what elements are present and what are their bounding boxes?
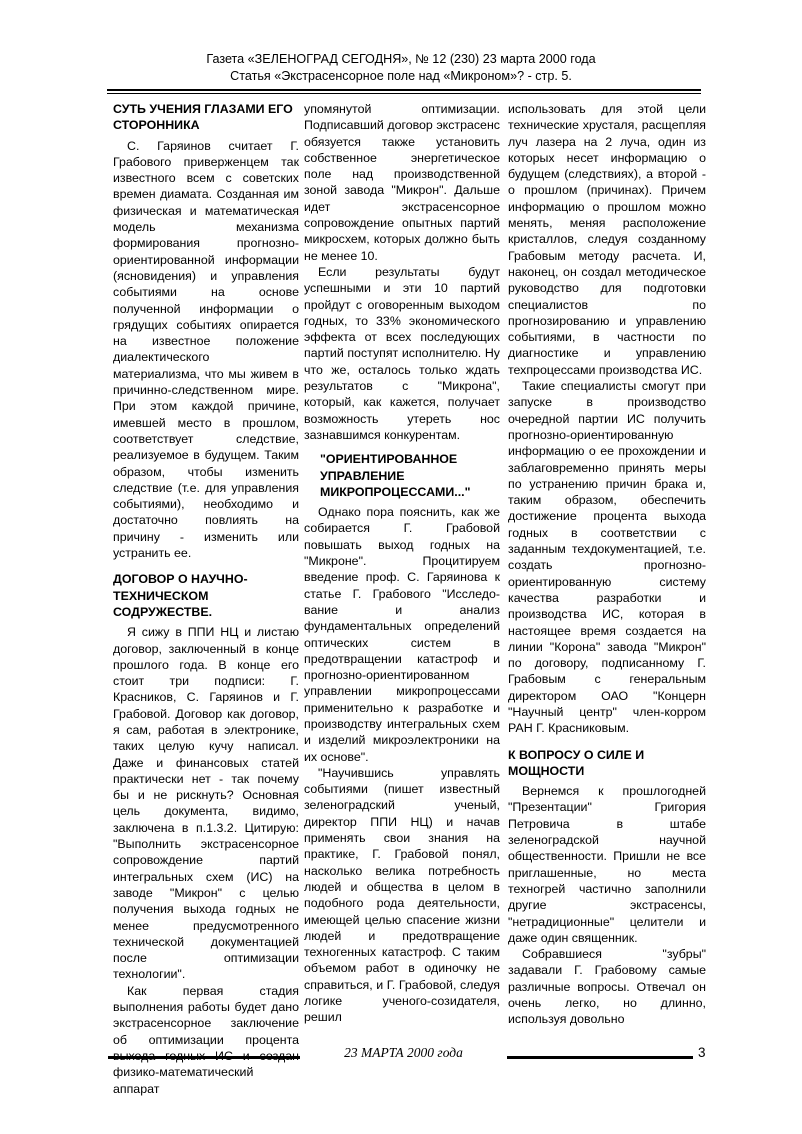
section-heading: К ВОПРОСУ О СИЛЕ И МОЩНОСТИ bbox=[508, 747, 645, 778]
paragraph: Как первая стадия выполнения работы будет дано экстрасенсорное заключение об оптимизации процента выхода годных ИС и создан физико-математический аппарат bbox=[113, 983, 299, 1096]
header-rule-thin bbox=[107, 93, 701, 94]
paragraph: упомянутой оптимизации. Подписавший договор экстрасенс обязуется также установить собственное энергетическое поле над производственной зоной завода "Микрон". Дальше идет экстрасенсорное сопровождение опытных партий микросхем, которых должно быть не менее 10. bbox=[304, 102, 500, 263]
column-3 bbox=[508, 101, 706, 1028]
paragraph: С. Гаряинов считает Г. Грабового приверженцем так известного всем с советских времен диамата. Созданная им физическая и математическая модель механизма формирования прогнозно-ориентированной информации (ясновидения) и управления событиями на основе полученной информации о грядущих событиях опирается на известное положение диалектического материализма, что мы живем в причинно-следственном мире. При этом каждой причине, имевшей место в прошлом, соответствует следствие, реализуемое в будущем. Таким образом, чтобы изменить следствие (т.е. для управления событиями), необходимо и достаточно повлиять на причину - изменить или устранить ее. bbox=[113, 138, 299, 561]
article-title-line: Статья «Экстрасенсорное поле над «Микроном»? - стр. 5. bbox=[230, 68, 572, 83]
paragraph: Однако пора пояснить, как же собирается Г. Грабовой повышать выход годных на "Микроне". Процитируем введение проф. С. Гаряинова к статье Г. Грабового "Исследо-вание и анализ фундаментальных определений оптических систем в предотвращении катастроф и прогнозно-ориентированном управлении микропроцессами применительно к разработке и производству интегральных схем и изделий микроэлектроники на их основе". bbox=[304, 505, 500, 764]
paragraph: "Научившись управлять событиями (пишет известный зеленоградский ученый, директор ППИ НЦ) и начав применять свои знания на практике, Г. Грабовой понял, насколько велика потребность людей и общества в целом в подобного рода деятельности, имеющей целью спасение жизни людей и предотвращение техногенных катастроф. С таким объемом работ в одиночку не справиться, и Г. Грабовой, следуя логике ученого-созидателя, решил bbox=[304, 765, 500, 1025]
paragraph: использовать для этой цели технические хрусталя, расщепляя луч лазера на 2 луча, один из которых несет информацию о будущем (следствиях), а второй - о прошлом (причинах). Причем информацию о прошлом можно менять, меняя расположение кристаллов, следуя созданному Грабовым методу расчета. И, наконец, он создал методическое руководство для подготовки специалистов по прогнозированию и управлению событиями, в частности по диагностике и управлению техпроцессами производства ИС. bbox=[508, 102, 706, 377]
paragraph: Я сижу в ППИ НЦ и листаю договор, заключенный в конце прошлого года. В конце его стоит три подписи: Г. Красников, С. Гаряинов и Г. Грабовой. Договор как договор, я сам, работая в электронике, таких целую кучу написал. Даже и финансовых статей практически нет - так почему бы и не рискнуть? Основная цель документа, видимо, заключена в п.1.3.2. Цитирую: "Выполнить экстрасенсорное сопровождение партий интегральных схем (ИС) на заводе "Микрон" с целью получения выхода годных не менее предусмотренного технической документацией после оптимизации технологии". bbox=[113, 625, 299, 982]
footer-rule-left bbox=[108, 1056, 300, 1059]
paragraph: Такие специалисты смогут при запуске в производство очередной партии ИС получить прогнозно-ориентированную информацию о ее прохождении и заблаговременно принять меры по устранению причин брака и, таким образом, обеспечить достижение процента выхода годных в соответствии с заданным техдокументацией, т.е. создать прогнозно-ориентированную систему качества разработки и производства ИС, которая в настоящее время создается на линии "Корона" завода "Микрон" по договору, подписанному Г. Грабовым с генеральным директором ОАО "Концерн "Научный центр" член-корром РАН Г. Красниковым. bbox=[508, 379, 706, 736]
paragraph: Собравшиеся "зубры" задавали Г. Грабовому самые различные вопросы. Отвечал он очень легко, но длинно, используя довольно bbox=[508, 947, 706, 1027]
section-heading: "ОРИЕНТИРОВАННОЕ УПРАВЛЕНИЕ МИКРОПРОЦЕССАМИ..." bbox=[320, 452, 471, 499]
header-rule bbox=[107, 89, 701, 91]
footer-date: 23 МАРТА 2000 года bbox=[344, 1045, 463, 1060]
column-2 bbox=[304, 101, 500, 1026]
section-heading: СУТЬ УЧЕНИЯ ГЛАЗАМИ ЕГО СТОРОННИКА bbox=[113, 102, 293, 133]
page-header bbox=[0, 51, 802, 84]
paragraph: Вернемся к прошлогодней "Презентации" Григория Петровича в штабе зеленоградской научной общественности. Пришли не все приглашенные, но места техногрей частично заполнили другие экстрасенсы, "нетрадиционные" целители и даже один священник. bbox=[508, 784, 706, 945]
paragraph: Если результаты будут успешными и эти 10 партий пройдут с оговоренным выходом годных, то 33% экономического эффекта от всех последующих партий поступят исполнителю. Ну что же, осталось только ждать результатов с "Микрона", который, как кажется, получает возможность утереть нос зазнавшимся конкурентам. bbox=[304, 264, 500, 442]
section-heading: ДОГОВОР О НАУЧНО-ТЕХНИЧЕСКОМ СОДРУЖЕСТВЕ. bbox=[113, 572, 248, 619]
page-number: 3 bbox=[698, 1045, 706, 1060]
column-1 bbox=[113, 101, 299, 1097]
newspaper-title-line: Газета «ЗЕЛЕНОГРАД СЕГОДНЯ», № 12 (230) 23 марта 2000 года bbox=[206, 52, 596, 66]
footer-rule-right bbox=[507, 1056, 693, 1059]
